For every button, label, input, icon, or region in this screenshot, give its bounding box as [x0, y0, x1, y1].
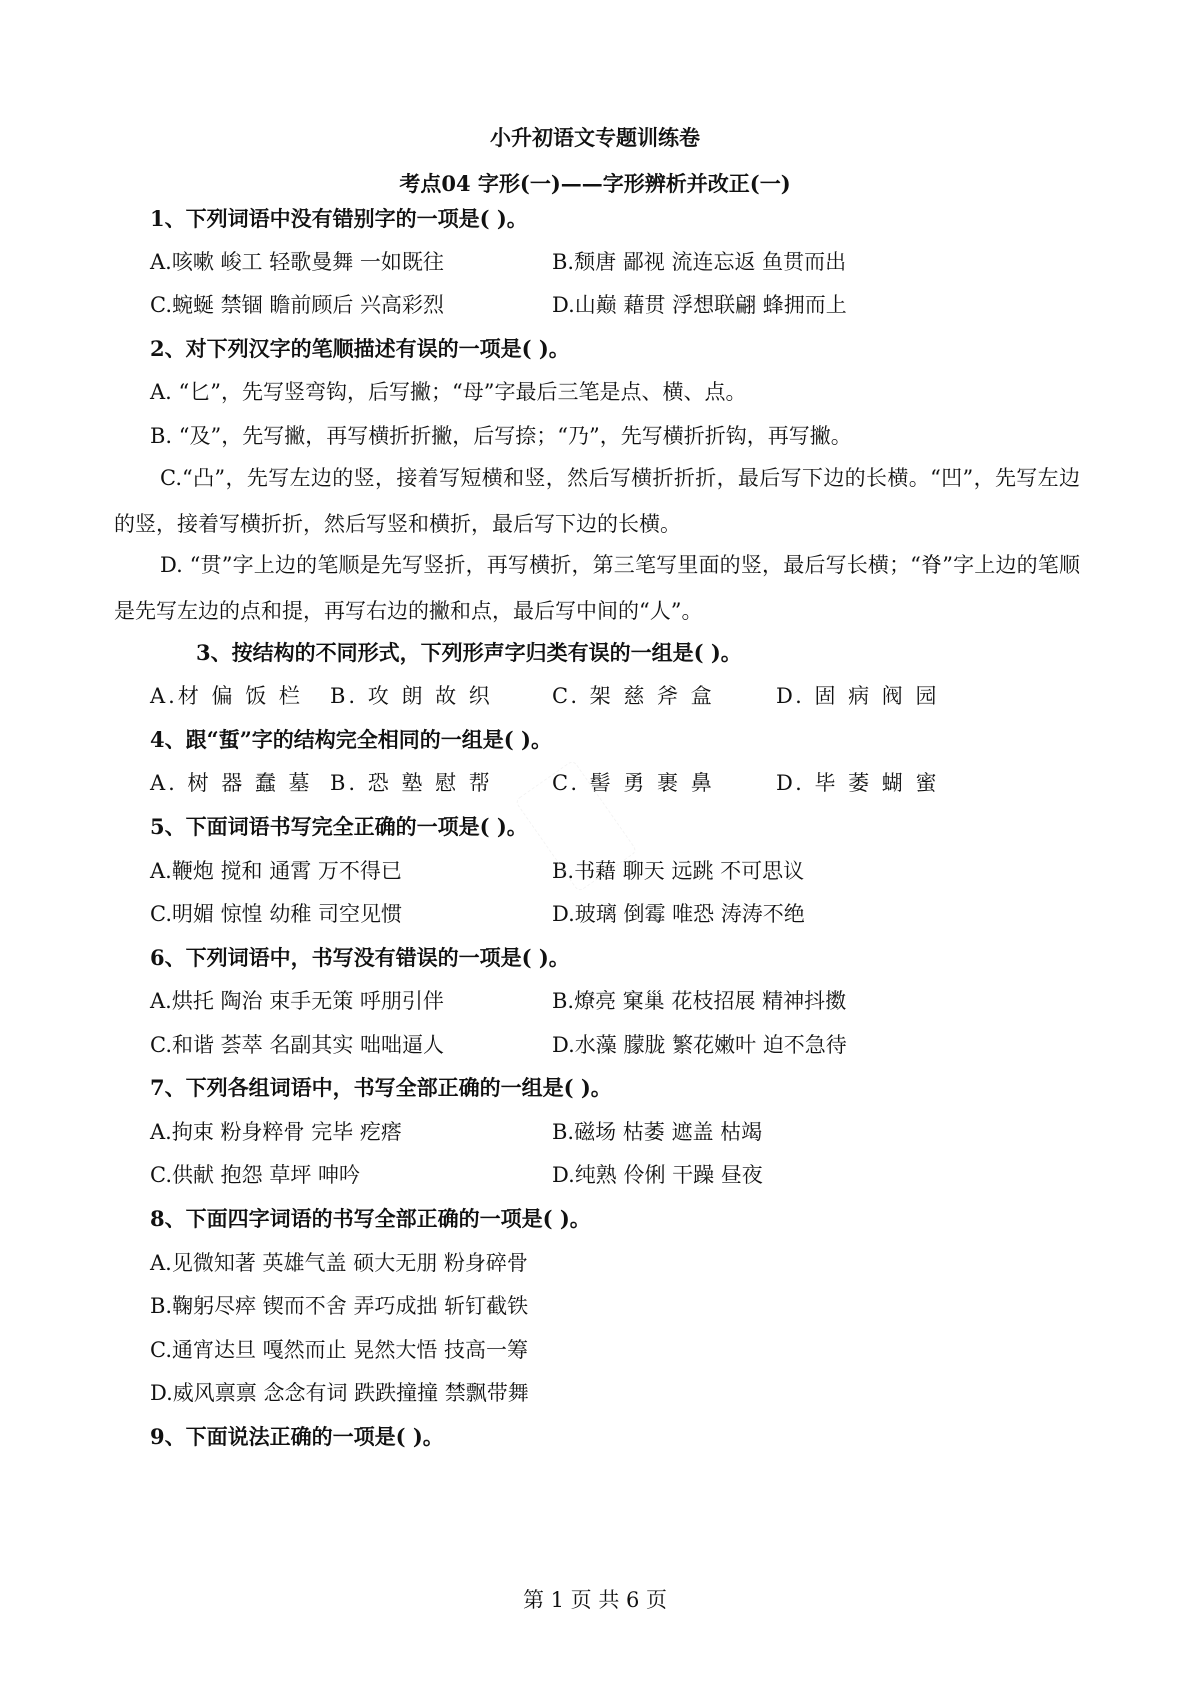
question-1-option-c: C.蜿蜒 禁锢 瞻前顾后 兴高彩烈 [150, 293, 445, 317]
question-4-option-c: C. 髻 勇 裹 鼻 [552, 771, 715, 795]
question-3-option-d: D. 固 病 阀 园 [776, 684, 940, 708]
question-5-option-c: C.明媚 惊惶 幼稚 司空见惯 [150, 902, 403, 926]
question-2-stem: 2、对下列汉字的笔顺描述有误的一项是( )。 [150, 336, 570, 361]
question-8-stem: 8、下面四字词语的书写全部正确的一项是( )。 [150, 1206, 591, 1231]
question-9-stem: 9、下面说法正确的一项是( )。 [150, 1424, 444, 1449]
question-1-option-a: A.咳嗽 峻工 轻歌曼舞 一如既往 [150, 250, 444, 274]
question-8-option-b: B.鞠躬尽瘁 锲而不舍 弄巧成拙 斩钉截铁 [150, 1294, 529, 1318]
question-4-option-a: A. 树 器 蠢 墓 [150, 771, 313, 795]
question-2-option-c: C.“凸”，先写左边的竖，接着写短横和竖，然后写横折折折，最后写下边的长横。“凹”，先写左边的竖，接着写横折折，然后写竖和横折，最后写下边的长横。 [114, 466, 1080, 536]
question-3-option-c: C. 架 慈 斧 盒 [552, 684, 715, 708]
question-1-option-b: B.颓唐 鄙视 流连忘返 鱼贯而出 [552, 250, 847, 274]
question-7-option-b: B.磁场 枯萎 遮盖 枯竭 [552, 1120, 763, 1144]
question-3-option-a: A.材 偏 饭 栏 [150, 684, 303, 708]
question-7-stem: 7、下列各组词语中，书写全部正确的一组是( )。 [150, 1075, 612, 1100]
question-1-stem: 1、下列词语中没有错别字的一项是( )。 [150, 206, 528, 231]
page-subtitle: 考点04 字形(一)——字形辨析并改正(一) [399, 171, 791, 196]
question-6-option-a: A.烘托 陶治 束手无策 呼朋引伴 [150, 989, 444, 1013]
question-3-stem: 3、按结构的不同形式，下列形声字归类有误的一组是( )。 [196, 640, 742, 665]
question-5-option-d: D.玻璃 倒霉 唯恐 涛涛不绝 [552, 902, 805, 926]
question-4-option-d: D. 毕 萎 蝴 蜜 [776, 771, 940, 795]
question-8-option-d: D.威风禀禀 念念有词 跌跌撞撞 禁飘带舞 [150, 1381, 529, 1405]
question-2-option-b: B. “及”，先写撇，再写横折折撇，后写捺；“乃”，先写横折折钩，再写撇。 [150, 424, 852, 448]
question-6-option-d: D.水藻 朦胧 繁花嫩叶 迫不急待 [552, 1033, 847, 1057]
question-5-option-b: B.书藉 聊天 远跳 不可思议 [552, 859, 805, 883]
page-title: 小升初语文专题训练卷 [490, 125, 700, 150]
question-7-option-d: D.纯熟 伶俐 干躁 昼夜 [552, 1163, 763, 1187]
question-2-option-a: A. “匕”，先写竖弯钩，后写撇；“母”字最后三笔是点、横、点。 [150, 380, 747, 404]
question-6-option-b: B.燎亮 窠巢 花枝招展 精神抖擞 [552, 989, 847, 1013]
question-5-stem: 5、下面词语书写完全正确的一项是( )。 [150, 814, 528, 839]
question-7-option-c: C.供献 抱怨 草坪 呻吟 [150, 1163, 361, 1187]
page-number: 第 1 页 共 6 页 [522, 1588, 668, 1612]
question-4-option-b: B. 恐 塾 慰 帮 [330, 771, 493, 795]
question-8-option-a: A.见微知著 英雄气盖 硕大无朋 粉身碎骨 [150, 1251, 528, 1275]
question-4-stem: 4、跟“蜇”字的结构完全相同的一组是( )。 [150, 727, 552, 752]
question-7-option-a: A.拘束 粉身粹骨 完毕 疙瘩 [150, 1120, 402, 1144]
question-6-stem: 6、下列词语中，书写没有错误的一项是( )。 [150, 945, 570, 970]
question-8-option-c: C.通宵达旦 嘎然而止 晃然大悟 技高一筹 [150, 1338, 529, 1362]
question-5-option-a: A.鞭炮 搅和 通霄 万不得已 [150, 859, 402, 883]
question-6-option-c: C.和谐 荟萃 名副其实 咄咄逼人 [150, 1033, 445, 1057]
question-3-option-b: B. 攻 朗 故 织 [330, 684, 493, 708]
question-2-option-d: D. “贯”字上边的笔顺是先写竖折，再写横折，第三笔写里面的竖，最后写长横；“脊”字上边的笔顺是先写左边的点和提，再写右边的撇和点，最后写中间的“人”。 [114, 553, 1080, 623]
question-1-option-d: D.山巅 藉贯 浮想联翩 蜂拥而上 [552, 293, 847, 317]
